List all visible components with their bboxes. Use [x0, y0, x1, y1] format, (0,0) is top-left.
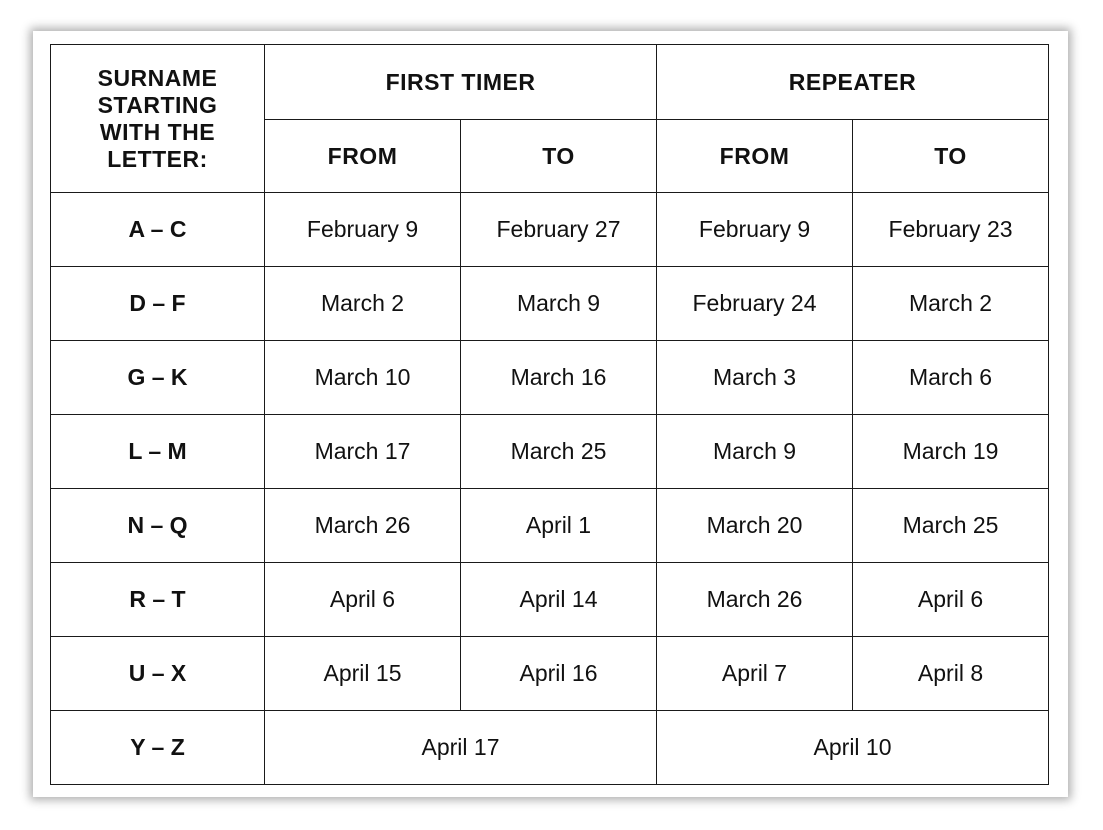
- first-timer-to: March 16: [461, 341, 657, 415]
- table-row: [51, 267, 1049, 341]
- first-timer-to-header: TO: [461, 120, 657, 193]
- repeater-to: March 2: [853, 267, 1049, 341]
- surname-range: A – C: [51, 193, 265, 267]
- repeater-to: March 19: [853, 415, 1049, 489]
- table-row: [51, 193, 1049, 267]
- surname-range: N – Q: [51, 489, 265, 563]
- surname-range: R – T: [51, 563, 265, 637]
- surname-range: Y – Z: [51, 711, 265, 785]
- repeater-merged: April 10: [657, 711, 1049, 785]
- surname-header-line: WITH THE: [99, 118, 216, 145]
- first-timer-to: April 1: [461, 489, 657, 563]
- repeater-from: March 26: [657, 563, 853, 637]
- repeater-to: April 6: [853, 563, 1049, 637]
- repeater-from: February 24: [657, 267, 853, 341]
- repeater-to: March 6: [853, 341, 1049, 415]
- table-row: [51, 341, 1049, 415]
- repeater-from-header: FROM: [657, 120, 853, 193]
- repeater-to: March 25: [853, 489, 1049, 563]
- first-timer-from-header: FROM: [265, 120, 461, 193]
- first-timer-from: March 2: [265, 267, 461, 341]
- repeater-from: March 9: [657, 415, 853, 489]
- surname-range: L – M: [51, 415, 265, 489]
- first-timer-from: March 26: [265, 489, 461, 563]
- surname-header-line: SURNAME: [97, 64, 218, 91]
- repeater-from: March 3: [657, 341, 853, 415]
- table-row: [51, 489, 1049, 563]
- repeater-to: February 23: [853, 193, 1049, 267]
- repeater-from: April 7: [657, 637, 853, 711]
- table-row-last: [51, 711, 1049, 785]
- repeater-from: February 9: [657, 193, 853, 267]
- first-timer-from: March 10: [265, 341, 461, 415]
- first-timer-to: March 25: [461, 415, 657, 489]
- surname-header-line: STARTING: [97, 91, 218, 118]
- first-timer-from: March 17: [265, 415, 461, 489]
- first-timer-to: March 9: [461, 267, 657, 341]
- first-timer-merged: April 17: [265, 711, 657, 785]
- table-row: [51, 415, 1049, 489]
- first-timer-header: FIRST TIMER: [265, 45, 657, 120]
- repeater-from: March 20: [657, 489, 853, 563]
- repeater-to-header: TO: [853, 120, 1049, 193]
- repeater-to: April 8: [853, 637, 1049, 711]
- first-timer-to: April 16: [461, 637, 657, 711]
- surname-range: U – X: [51, 637, 265, 711]
- first-timer-to: April 14: [461, 563, 657, 637]
- surname-header-line: LETTER:: [107, 145, 208, 172]
- header-row-top: [51, 45, 1049, 120]
- first-timer-from: April 6: [265, 563, 461, 637]
- first-timer-from: April 15: [265, 637, 461, 711]
- first-timer-from: February 9: [265, 193, 461, 267]
- table-row: [51, 637, 1049, 711]
- surname-header-cell: [51, 45, 265, 193]
- repeater-header: REPEATER: [657, 45, 1049, 120]
- surname-range: G – K: [51, 341, 265, 415]
- surname-range: D – F: [51, 267, 265, 341]
- table-row: [51, 563, 1049, 637]
- schedule-table: [50, 44, 1049, 785]
- first-timer-to: February 27: [461, 193, 657, 267]
